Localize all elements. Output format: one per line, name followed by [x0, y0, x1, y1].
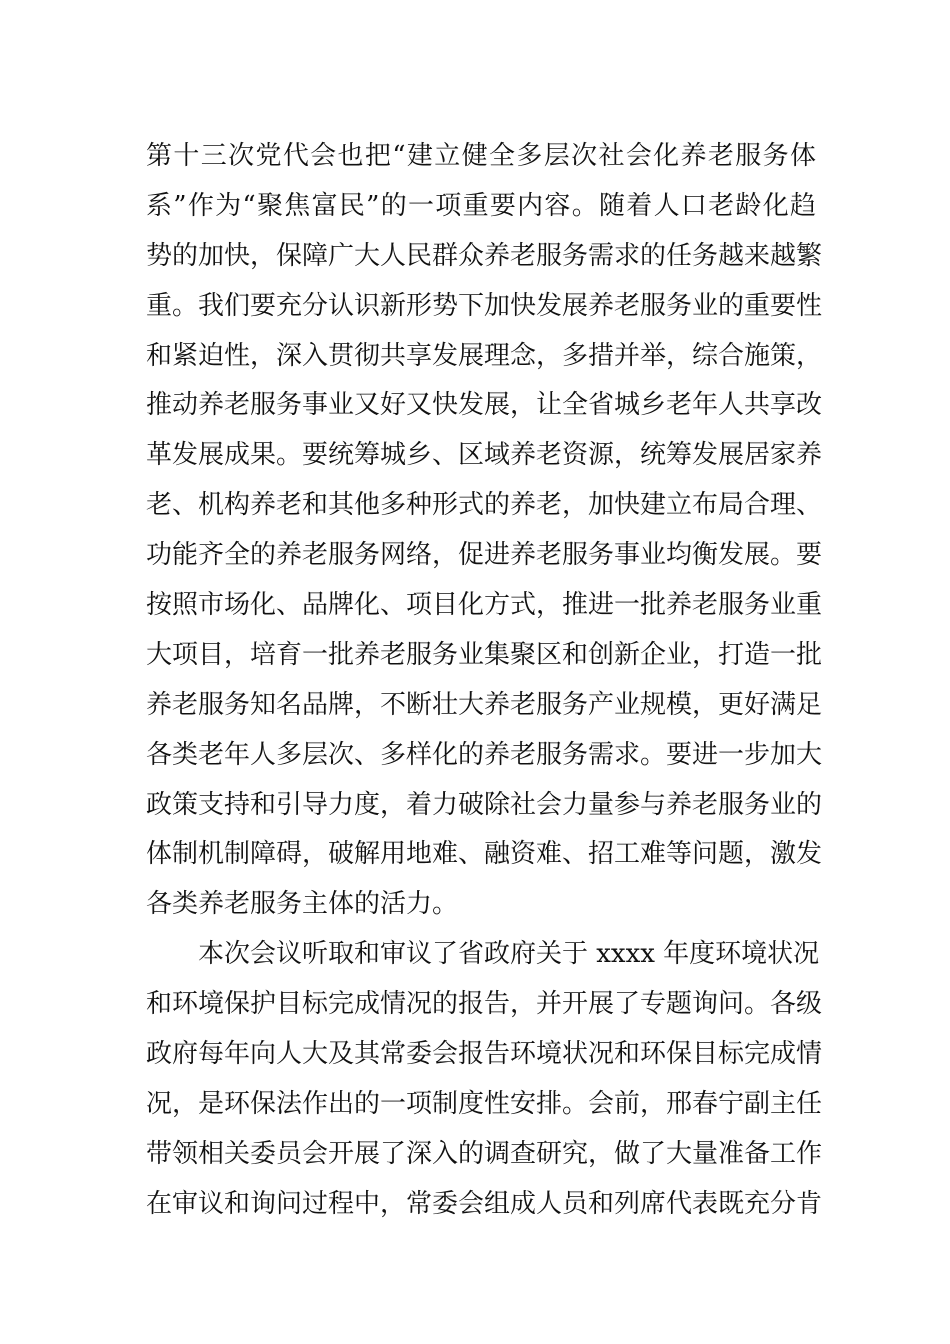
- text-line: 和紧迫性，深入贯彻共享发展理念，多措并举，综合施策，: [146, 340, 823, 371]
- text-line: 大项目，培育一批养老服务业集聚区和创新企业，打造一批: [146, 639, 823, 670]
- text-line: 政策支持和引导力度，着力破除社会力量参与养老服务业的: [146, 789, 823, 820]
- text-line: 势的加快，保障广大人民群众养老服务需求的任务越来越繁: [146, 240, 823, 271]
- paragraph-start-line: 本次会议听取和审议了省政府关于 xxxx 年度环境状况: [198, 939, 820, 970]
- text-line: 第十三次党代会也把“建立健全多层次社会化养老服务体: [146, 141, 816, 171]
- text-line: 革发展成果。要统筹城乡、区域养老资源，统筹发展居家养: [146, 440, 823, 471]
- text-line: 推动养老服务事业又好又快发展，让全省城乡老年人共享改: [146, 390, 823, 421]
- text-line: 体制机制障碍，破解用地难、融资难、招工难等问题，激发: [146, 839, 823, 870]
- text-line: 系”作为“聚焦富民”的一项重要内容。随着人口老龄化趋: [146, 190, 816, 221]
- text-line: 老、机构养老和其他多种形式的养老，加快建立布局合理、: [146, 490, 823, 521]
- text-line: 在审议和询问过程中，常委会组成人员和列席代表既充分肯: [146, 1188, 823, 1219]
- text-line: 重。我们要充分认识新形势下加快发展养老服务业的重要性: [146, 290, 823, 321]
- body-text: [146, 132, 823, 1230]
- text-line: 况，是环保法作出的一项制度性安排。会前，邢春宁副主任: [146, 1088, 823, 1119]
- text-line: 按照市场化、品牌化、项目化方式，推进一批养老服务业重: [146, 590, 823, 621]
- text-line: 各类老年人多层次、多样化的养老服务需求。要进一步加大: [146, 739, 823, 770]
- text-line: 养老服务知名品牌，不断壮大养老服务产业规模，更好满足: [146, 689, 823, 720]
- text-line: 功能齐全的养老服务网络，促进养老服务事业均衡发展。要: [146, 540, 823, 571]
- text-line: 带领相关委员会开展了深入的调查研究，做了大量准备工作: [146, 1138, 823, 1169]
- text-line: 政府每年向人大及其常委会报告环境状况和环保目标完成情: [146, 1039, 823, 1070]
- paragraph-end-line: 各类养老服务主体的活力。: [146, 889, 459, 920]
- text-line: 和环境保护目标完成情况的报告，并开展了专题询问。各级: [146, 989, 823, 1020]
